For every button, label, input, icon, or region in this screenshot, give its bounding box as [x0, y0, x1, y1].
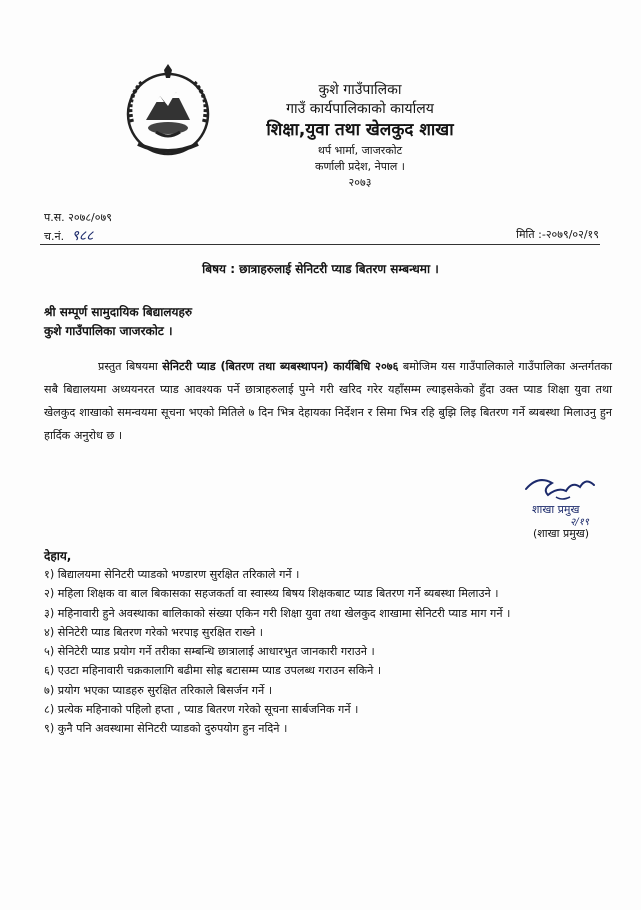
annex-item: ८) प्रत्येक महिनाको पहिलो हप्ता , प्याड बितरण गरेको सूचना सार्बजनिक गर्ने ।	[44, 703, 359, 717]
annex-item: ७) प्रयोग भएका प्याडहरु सुरक्षित तरिकाले बिसर्जन गर्ने ।	[44, 683, 273, 697]
header-divider	[40, 244, 600, 245]
addressee-line-2: कुशे गाउँपालिका जाजरकोट ।	[44, 324, 173, 338]
annex-item: ३) महिनावारी हुने अवस्थाका बालिकाको संख्या एकिन गरी शिक्षा युवा तथा खेलकुद शाखामा सेनिटरी प्याड माग गर्ने ।	[44, 606, 511, 620]
stamp-text: शाखा प्रमुख	[532, 503, 580, 516]
body-procedure-title: सेनिटरी प्याड (बितरण तथा ब्यबस्थापन) कार्यबिधि २०७६	[162, 360, 399, 373]
established-year: २०७३	[348, 176, 372, 189]
annex-item: ५) सेनिटेरी प्याड प्रयोग गर्ने तरीका सम्बन्धि छात्रालाई आधारभुत जानकारी गराउने ।	[44, 645, 375, 659]
annex-list	[44, 565, 604, 739]
letter-subject: बिषय : छात्राहरुलाई सेनिटरी प्याड बितरण सम्बन्धमा ।	[202, 262, 439, 276]
letter-reference-number: प.स. २०७८/०७९	[44, 211, 112, 224]
body-part-2: बमोजिम यस गाउँपालिकाले गाउँपालिका अन्तर्गतका सबै बिद्यालयमा अध्ययनरत प्याड आवश्यक पर्ने छात्राहरुलाई पुग्ने गरी खरिद गरेर यहाँसम्म ल्याइसकेको हुँदा उक्त प्याड शिक्षा युवा तथा खेलकुद शाखाको समन्वयमा सूचना भएको मितिले ७ दिन भित्र देहायका निर्देशन र सिमा भित्र रहि बुझि लिइ बितरण गर्ने ब्यबस्था मिलाउनु हुन हार्दिक अनुरोध छ ।	[44, 360, 612, 442]
body-part-1: प्रस्तुत बिषयमा	[98, 360, 163, 373]
letter-date: मिति :-२०७९/०२/१९	[516, 228, 599, 241]
dispatch-number	[44, 226, 93, 245]
section-name: शिक्षा,युवा तथा खेलकुद शाखा	[266, 120, 454, 140]
office-name: गाउँ कार्यपालिकाको कार्यालय	[286, 101, 434, 117]
stamp-date: २/१९	[570, 517, 589, 528]
annex-item: २) महिला शिक्षक वा बाल बिकासका सहजकर्ता वा स्वास्थ्य बिषय शिक्षकबाट प्याड बितरण गर्ने ब्यबस्था मिलाउने ।	[44, 587, 499, 601]
annex-item: ४) सेनिटेरी प्याड बितरण गरेको भरपाइ सुरक्षित राख्ने ।	[44, 625, 264, 639]
annex-item: १) बिद्यालयमा सेनिटरी प्याडको भण्डारण सुरक्षित तरिकाले गर्ने ।	[44, 568, 300, 581]
dispatch-number-value: ९८८	[71, 228, 94, 244]
municipality-name: कुशे गाउँपालिका	[318, 82, 402, 98]
annex-heading: देहाय,	[44, 549, 72, 563]
annex-item: ९) कुनै पनि अवस्थामा सेनिटरी प्याडको दुरुपयोग हुन नदिने ।	[44, 722, 288, 736]
annex-item: ६) एउटा महिनावारी चक्रकालागि बढीमा सोह्र बटासम्म प्याड उपलब्ध गराउन सकिने ।	[44, 664, 382, 678]
dispatch-number-label: च.नं.	[44, 230, 65, 243]
province-line: कर्णाली प्रदेश, नेपाल ।	[315, 160, 405, 173]
signatory-title: (शाखा प्रमुख)	[533, 527, 590, 540]
addressee-line-1: श्री सम्पूर्ण सामुदायिक बिद्यालयहरु	[44, 305, 193, 319]
letter-body	[44, 355, 612, 447]
address-line: थर्प भार्मा, जाजरकोट	[317, 144, 403, 157]
